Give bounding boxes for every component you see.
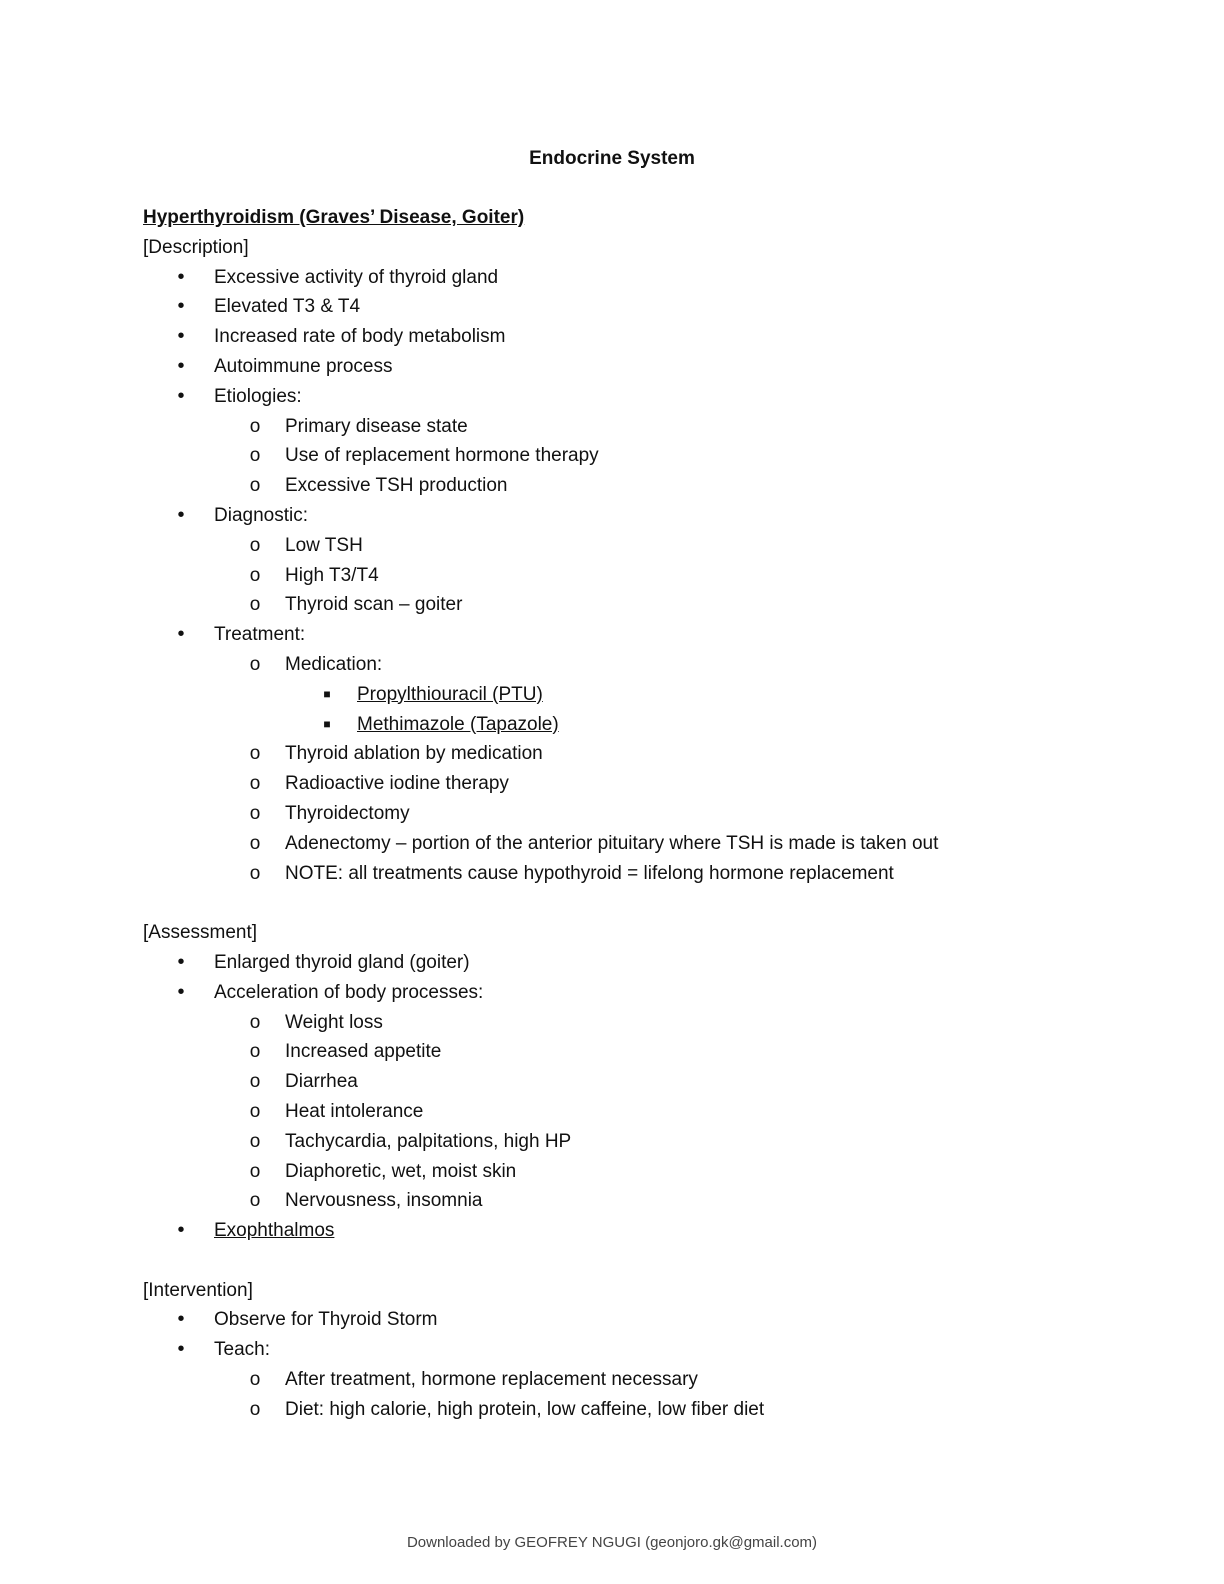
list-item (0, 531, 1224, 561)
list-item (0, 1395, 1224, 1425)
line-text: Thyroid scan – goiter (285, 594, 463, 616)
list-item (0, 1365, 1224, 1395)
list-item (0, 1157, 1224, 1187)
document-body (0, 203, 1224, 1425)
list-item (0, 829, 1224, 859)
circle-bullet-icon: o (249, 415, 261, 437)
list-item (0, 1037, 1224, 1067)
line-text: Propylthiouracil (PTU) (357, 683, 543, 705)
section-heading (0, 918, 1224, 948)
list-item (0, 263, 1224, 293)
list-item (0, 561, 1224, 591)
list-item (0, 1127, 1224, 1157)
bullet-icon: • (177, 295, 185, 318)
bullet-icon: • (177, 384, 185, 407)
line-text: Hyperthyroidism (Graves’ Disease, Goiter) (143, 207, 525, 228)
line-text: Thyroidectomy (285, 802, 410, 824)
circle-bullet-icon: o (249, 594, 261, 616)
line-text: After treatment, hormone replacement necessary (285, 1369, 698, 1391)
circle-bullet-icon: o (249, 1071, 261, 1093)
list-item (0, 292, 1224, 322)
circle-bullet-icon: o (249, 1041, 261, 1063)
list-item (0, 978, 1224, 1008)
line-text: Excessive TSH production (285, 475, 508, 497)
line-text: Thyroid ablation by medication (285, 743, 543, 765)
section-heading (0, 1276, 1224, 1306)
blank-line (0, 888, 1224, 918)
circle-bullet-icon: o (249, 653, 261, 675)
line-text: [Assessment] (143, 922, 258, 944)
document-title: Endocrine System (529, 148, 695, 169)
bullet-icon: • (177, 950, 185, 973)
line-text: [Description] (143, 236, 249, 258)
list-item (0, 948, 1224, 978)
list-item (0, 322, 1224, 352)
line-text: Enlarged thyroid gland (goiter) (214, 951, 470, 973)
list-item (0, 382, 1224, 412)
bullet-icon: • (177, 623, 185, 646)
list-item (0, 859, 1224, 889)
circle-bullet-icon: o (249, 1190, 261, 1212)
line-text: Primary disease state (285, 415, 468, 437)
section-heading (0, 203, 1224, 233)
line-text: Treatment: (214, 624, 306, 646)
list-item (0, 1067, 1224, 1097)
line-text: Tachycardia, palpitations, high HP (285, 1130, 572, 1152)
line-text: Increased appetite (285, 1041, 442, 1063)
list-item (0, 739, 1224, 769)
line-text: Excessive activity of thyroid gland (214, 266, 499, 288)
line-text: Diet: high calorie, high protein, low caffeine, low fiber diet (285, 1398, 765, 1420)
list-item (0, 352, 1224, 382)
circle-bullet-icon: o (249, 445, 261, 467)
circle-bullet-icon: o (249, 1398, 261, 1420)
line-text: Etiologies: (214, 385, 302, 407)
circle-bullet-icon: o (249, 802, 261, 824)
list-item (0, 1335, 1224, 1365)
list-item (0, 1097, 1224, 1127)
circle-bullet-icon: o (249, 1160, 261, 1182)
list-item (0, 412, 1224, 442)
list-item (0, 590, 1224, 620)
blank-line (0, 1246, 1224, 1276)
circle-bullet-icon: o (249, 1011, 261, 1033)
circle-bullet-icon: o (249, 773, 261, 795)
bullet-icon: • (177, 503, 185, 526)
line-text: Heat intolerance (285, 1100, 424, 1122)
list-item (0, 650, 1224, 680)
list-item (0, 1008, 1224, 1038)
line-text: Exophthalmos (214, 1220, 335, 1242)
square-bullet-icon: ■ (323, 716, 331, 731)
bullet-icon: • (177, 1308, 185, 1331)
line-text: Acceleration of body processes: (214, 981, 484, 1003)
circle-bullet-icon: o (249, 534, 261, 556)
line-text: NOTE: all treatments cause hypothyroid = lifelong hormone replacement (285, 862, 894, 884)
line-text: Increased rate of body metabolism (214, 326, 506, 348)
bullet-icon: • (177, 980, 185, 1003)
list-item (0, 1186, 1224, 1216)
circle-bullet-icon: o (249, 475, 261, 497)
circle-bullet-icon: o (249, 743, 261, 765)
list-item (0, 1216, 1224, 1246)
line-text: Observe for Thyroid Storm (214, 1309, 438, 1331)
line-text: Weight loss (285, 1011, 383, 1033)
list-item (0, 501, 1224, 531)
line-text: Methimazole (Tapazole) (357, 713, 559, 735)
line-text: Teach: (214, 1339, 270, 1361)
list-item (0, 1305, 1224, 1335)
bullet-icon: • (177, 1338, 185, 1361)
circle-bullet-icon: o (249, 862, 261, 884)
list-item (0, 710, 1224, 740)
download-footer: Downloaded by GEOFREY NGUGI (geonjoro.gk@gmail.com) (406, 1534, 818, 1551)
circle-bullet-icon: o (249, 1130, 261, 1152)
line-text: Autoimmune process (214, 355, 393, 377)
line-text: High T3/T4 (285, 564, 379, 586)
list-item (0, 620, 1224, 650)
line-text: Diaphoretic, wet, moist skin (285, 1160, 517, 1182)
line-text: Diarrhea (285, 1071, 358, 1093)
line-text: Diagnostic: (214, 504, 308, 526)
bullet-icon: • (177, 265, 185, 288)
list-item (0, 441, 1224, 471)
section-heading (0, 233, 1224, 263)
line-text: Medication: (285, 653, 383, 675)
list-item (0, 769, 1224, 799)
bullet-icon: • (177, 1219, 185, 1242)
line-text: Adenectomy – portion of the anterior pituitary where TSH is made is taken out (285, 832, 939, 854)
line-text: Low TSH (285, 534, 363, 556)
line-text: [Intervention] (143, 1279, 253, 1301)
circle-bullet-icon: o (249, 1100, 261, 1122)
line-text: Use of replacement hormone therapy (285, 445, 599, 467)
line-text: Nervousness, insomnia (285, 1190, 483, 1212)
bullet-icon: • (177, 325, 185, 348)
list-item (0, 680, 1224, 710)
list-item (0, 799, 1224, 829)
bullet-icon: • (177, 354, 185, 377)
square-bullet-icon: ■ (323, 686, 331, 701)
line-text: Radioactive iodine therapy (285, 773, 509, 795)
circle-bullet-icon: o (249, 832, 261, 854)
circle-bullet-icon: o (249, 564, 261, 586)
list-item (0, 471, 1224, 501)
line-text: Elevated T3 & T4 (214, 296, 361, 318)
circle-bullet-icon: o (249, 1369, 261, 1391)
